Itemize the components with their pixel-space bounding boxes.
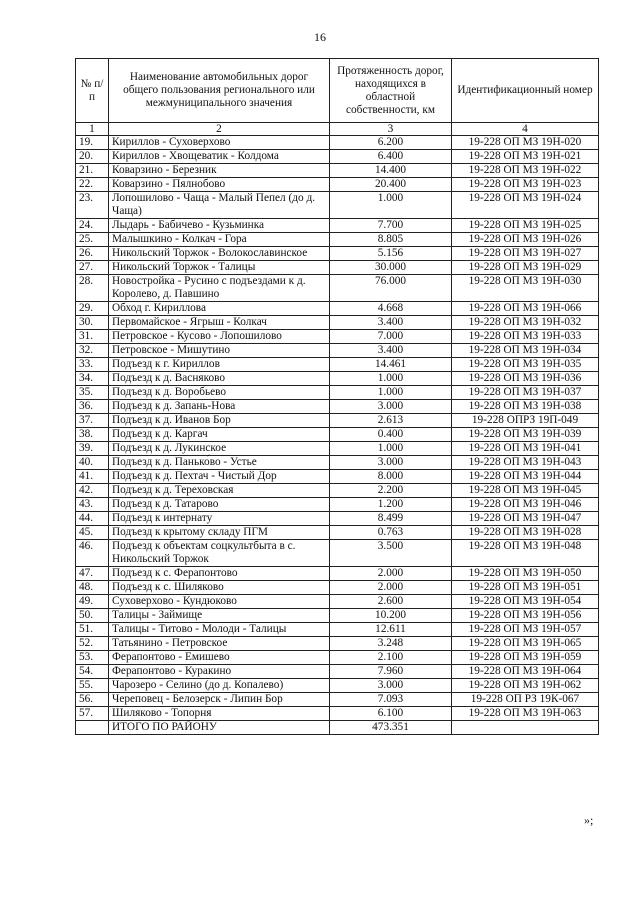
road-id: 19-228 ОП МЗ 19Н-059 [452, 651, 599, 665]
road-id: 19-228 ОП МЗ 19Н-054 [452, 595, 599, 609]
road-name: Подъезд к д. Каргач [109, 428, 330, 442]
row-number: 54. [76, 665, 109, 679]
row-number: 53. [76, 651, 109, 665]
road-name: Подъезд к интернату [109, 512, 330, 526]
table-row [76, 150, 599, 164]
row-number: 25. [76, 233, 109, 247]
road-id: 19-228 ОП МЗ 19Н-051 [452, 581, 599, 595]
total-empty-cell [76, 721, 109, 735]
road-length: 6.400 [330, 150, 452, 164]
row-number: 56. [76, 693, 109, 707]
table-row [76, 400, 599, 414]
table-row [76, 470, 599, 484]
road-id: 19-228 ОП МЗ 19Н-020 [452, 136, 599, 150]
road-length: 3.500 [330, 540, 452, 567]
road-name: Татьянино - Петровское [109, 637, 330, 651]
road-length: 2.200 [330, 484, 452, 498]
road-length: 3.400 [330, 344, 452, 358]
road-length: 1.000 [330, 192, 452, 219]
road-length: 0.763 [330, 526, 452, 540]
road-name: Подъезд к с. Шиляково [109, 581, 330, 595]
road-length: 20.400 [330, 178, 452, 192]
page-number: 16 [314, 30, 326, 44]
road-name: Коварзино - Березник [109, 164, 330, 178]
table-row [76, 567, 599, 581]
row-number: 40. [76, 456, 109, 470]
road-id: 19-228 ОП МЗ 19Н-025 [452, 219, 599, 233]
road-id: 19-228 ОП МЗ 19Н-030 [452, 275, 599, 302]
road-id: 19-228 ОП МЗ 19Н-023 [452, 178, 599, 192]
closing-mark: »; [584, 813, 594, 827]
road-name: Петровское - Мишутино [109, 344, 330, 358]
row-number: 24. [76, 219, 109, 233]
road-id: 19-228 ОП МЗ 19Н-065 [452, 637, 599, 651]
road-name: Подъезд к д. Тереховская [109, 484, 330, 498]
road-id: 19-228 ОП МЗ 19Н-029 [452, 261, 599, 275]
row-number: 46. [76, 540, 109, 567]
road-length: 3.000 [330, 400, 452, 414]
road-name: Талицы - Титово - Молоди - Талицы [109, 623, 330, 637]
row-number: 44. [76, 512, 109, 526]
road-name: Подъезд к г. Кириллов [109, 358, 330, 372]
table-row [76, 707, 599, 721]
row-number: 41. [76, 470, 109, 484]
row-number: 39. [76, 442, 109, 456]
road-name: Подъезд к д. Запань-Нова [109, 400, 330, 414]
header-num: № п/п [76, 59, 109, 123]
road-length: 14.400 [330, 164, 452, 178]
road-name: Череповец - Белозерск - Липин Бор [109, 693, 330, 707]
road-name: Новостройка - Русино с подъездами к д. Королево, д. Павшино [109, 275, 330, 302]
row-number: 31. [76, 330, 109, 344]
table-row [76, 595, 599, 609]
road-length: 8.499 [330, 512, 452, 526]
row-number: 23. [76, 192, 109, 219]
road-length: 2.000 [330, 581, 452, 595]
table-row [76, 526, 599, 540]
table-row [76, 651, 599, 665]
road-id: 19-228 ОП МЗ 19Н-041 [452, 442, 599, 456]
road-length: 2.613 [330, 414, 452, 428]
road-length: 3.248 [330, 637, 452, 651]
road-name: Талицы - Займище [109, 609, 330, 623]
road-name: Подъезд к с. Ферапонтово [109, 567, 330, 581]
table-row [76, 344, 599, 358]
road-length: 1.000 [330, 372, 452, 386]
road-length: 6.100 [330, 707, 452, 721]
road-id: 19-228 ОП МЗ 19Н-033 [452, 330, 599, 344]
row-number: 49. [76, 595, 109, 609]
road-length: 7.000 [330, 330, 452, 344]
row-number: 35. [76, 386, 109, 400]
road-id: 19-228 ОП МЗ 19Н-035 [452, 358, 599, 372]
road-id: 19-228 ОП РЗ 19К-067 [452, 693, 599, 707]
road-length: 30.000 [330, 261, 452, 275]
table-row [76, 178, 599, 192]
row-number: 45. [76, 526, 109, 540]
row-number: 27. [76, 261, 109, 275]
table-row [76, 442, 599, 456]
road-name: Подъезд к д. Панько́во - Устье [109, 456, 330, 470]
road-name: Подъезд к д. Иванов Бор [109, 414, 330, 428]
road-id: 19-228 ОП МЗ 19Н-062 [452, 679, 599, 693]
table-row [76, 136, 599, 150]
road-id: 19-228 ОП МЗ 19Н-037 [452, 386, 599, 400]
road-name: Подъезд к д. Татарово [109, 498, 330, 512]
table-row [76, 247, 599, 261]
road-id: 19-228 ОП МЗ 19Н-050 [452, 567, 599, 581]
road-id: 19-228 ОПРЗ 19П-049 [452, 414, 599, 428]
road-name: Обход г. Кириллова [109, 302, 330, 316]
table-row [76, 302, 599, 316]
road-id: 19-228 ОП МЗ 19Н-056 [452, 609, 599, 623]
table-row [76, 665, 599, 679]
table-row [76, 233, 599, 247]
table-row [76, 637, 599, 651]
road-name: Малышкино - Колкач - Гора [109, 233, 330, 247]
road-id: 19-228 ОП МЗ 19Н-021 [452, 150, 599, 164]
road-id: 19-228 ОП МЗ 19Н-047 [452, 512, 599, 526]
row-number: 26. [76, 247, 109, 261]
table-row [76, 428, 599, 442]
row-number: 42. [76, 484, 109, 498]
row-number: 43. [76, 498, 109, 512]
road-name: Ферапонтово - Куракино [109, 665, 330, 679]
table-row [76, 192, 599, 219]
total-label: ИТОГО ПО РАЙОНУ [109, 721, 330, 735]
road-name: Подъезд к д. Васняково [109, 372, 330, 386]
road-id: 19-228 ОП МЗ 19Н-046 [452, 498, 599, 512]
road-length: 1.000 [330, 386, 452, 400]
road-name: Никольский Торжок - Талицы [109, 261, 330, 275]
column-number: 2 [109, 123, 330, 136]
road-id: 19-228 ОП МЗ 19Н-032 [452, 316, 599, 330]
road-name: Подъезд к д. Пехтач - Чистый Дор [109, 470, 330, 484]
row-number: 19. [76, 136, 109, 150]
row-number: 33. [76, 358, 109, 372]
table-row [76, 456, 599, 470]
total-row [76, 721, 599, 735]
table-row [76, 623, 599, 637]
total-id-empty-cell [452, 721, 599, 735]
row-number: 34. [76, 372, 109, 386]
column-number: 1 [76, 123, 109, 136]
road-id: 19-228 ОП МЗ 19Н-036 [452, 372, 599, 386]
road-name: Подъезд к д. Лукинское [109, 442, 330, 456]
row-number: 57. [76, 707, 109, 721]
road-name: Подъезд к крытому складу ПГМ [109, 526, 330, 540]
road-id: 19-228 ОП МЗ 19Н-063 [452, 707, 599, 721]
row-number: 50. [76, 609, 109, 623]
table-row [76, 540, 599, 567]
road-name: Подъезд к объектам соцкультбыта в с. Никольский Торжок [109, 540, 330, 567]
table-row [76, 261, 599, 275]
header-id: Идентификационный номер [452, 59, 599, 123]
column-number: 4 [452, 123, 599, 136]
row-number: 37. [76, 414, 109, 428]
table-row [76, 316, 599, 330]
road-name: Первомайское - Ягрыш - Колкач [109, 316, 330, 330]
row-number: 21. [76, 164, 109, 178]
row-number: 30. [76, 316, 109, 330]
header-road-name: Наименование автомобильных дорог общего пользования регионального или межмуниципального значения [109, 59, 330, 123]
road-name: Кириллов - Хвощеватик - Колдома [109, 150, 330, 164]
header-length: Протяженность дорог, находящихся в областной собственности, км [330, 59, 452, 123]
road-id: 19-228 ОП МЗ 19Н-027 [452, 247, 599, 261]
row-number: 29. [76, 302, 109, 316]
road-length: 6.200 [330, 136, 452, 150]
road-length: 1.000 [330, 442, 452, 456]
road-length: 8.805 [330, 233, 452, 247]
roads-table [75, 58, 599, 735]
road-length: 7.093 [330, 693, 452, 707]
road-id: 19-228 ОП МЗ 19Н-048 [452, 540, 599, 567]
road-id: 19-228 ОП МЗ 19Н-026 [452, 233, 599, 247]
road-length: 7.960 [330, 665, 452, 679]
road-name: Никольский Торжок - Волокославинское [109, 247, 330, 261]
road-length: 3.000 [330, 679, 452, 693]
road-name: Подъезд к д. Воробьево [109, 386, 330, 400]
road-id: 19-228 ОП МЗ 19Н-022 [452, 164, 599, 178]
road-length: 2.000 [330, 567, 452, 581]
road-length: 76.000 [330, 275, 452, 302]
road-id: 19-228 ОП МЗ 19Н-045 [452, 484, 599, 498]
road-id: 19-228 ОП МЗ 19Н-057 [452, 623, 599, 637]
table-row [76, 219, 599, 233]
header-row [76, 59, 599, 123]
road-id: 19-228 ОП МЗ 19Н-043 [452, 456, 599, 470]
road-id: 19-228 ОП МЗ 19Н-034 [452, 344, 599, 358]
table-row [76, 275, 599, 302]
row-number: 48. [76, 581, 109, 595]
road-name: Ферапонтово - Емишево [109, 651, 330, 665]
road-id: 19-228 ОП МЗ 19Н-064 [452, 665, 599, 679]
column-number: 3 [330, 123, 452, 136]
road-length: 2.100 [330, 651, 452, 665]
table-row [76, 484, 599, 498]
row-number: 32. [76, 344, 109, 358]
road-id: 19-228 ОП МЗ 19Н-024 [452, 192, 599, 219]
row-number: 38. [76, 428, 109, 442]
road-length: 5.156 [330, 247, 452, 261]
table-row [76, 164, 599, 178]
road-length: 3.400 [330, 316, 452, 330]
road-id: 19-228 ОП МЗ 19Н-039 [452, 428, 599, 442]
table-row [76, 609, 599, 623]
road-length: 2.600 [330, 595, 452, 609]
road-length: 4.668 [330, 302, 452, 316]
road-length: 0.400 [330, 428, 452, 442]
road-id: 19-228 ОП МЗ 19Н-038 [452, 400, 599, 414]
table-row [76, 414, 599, 428]
road-length: 7.700 [330, 219, 452, 233]
road-name: Петровское - Кусово - Лопошилово [109, 330, 330, 344]
road-name: Шиляково - Топорня [109, 707, 330, 721]
table-row [76, 679, 599, 693]
road-id: 19-228 ОП МЗ 19Н-066 [452, 302, 599, 316]
column-numbers-row [76, 123, 599, 136]
table-row [76, 512, 599, 526]
table-row [76, 358, 599, 372]
road-name: Коварзино - Пялнобово [109, 178, 330, 192]
row-number: 55. [76, 679, 109, 693]
road-id: 19-228 ОП МЗ 19Н-028 [452, 526, 599, 540]
road-length: 14.461 [330, 358, 452, 372]
road-name: Кириллов - Суховерхово [109, 136, 330, 150]
road-name: Лыдарь - Бабичево - Кузьминка [109, 219, 330, 233]
road-name: Чарозеро - Селино (до д. Копалево) [109, 679, 330, 693]
road-id: 19-228 ОП МЗ 19Н-044 [452, 470, 599, 484]
row-number: 28. [76, 275, 109, 302]
road-length: 12.611 [330, 623, 452, 637]
road-name: Лопошилово - Чаща - Малый Пепел (до д. Чаща) [109, 192, 330, 219]
row-number: 52. [76, 637, 109, 651]
table-row [76, 386, 599, 400]
table-row [76, 498, 599, 512]
table-row [76, 693, 599, 707]
row-number: 20. [76, 150, 109, 164]
row-number: 36. [76, 400, 109, 414]
road-name: Суховерхово - Кундюково [109, 595, 330, 609]
row-number: 51. [76, 623, 109, 637]
road-length: 8.000 [330, 470, 452, 484]
table-row [76, 372, 599, 386]
road-length: 1.200 [330, 498, 452, 512]
table-row [76, 581, 599, 595]
table-row [76, 330, 599, 344]
road-length: 10.200 [330, 609, 452, 623]
table-body [76, 123, 599, 735]
row-number: 47. [76, 567, 109, 581]
row-number: 22. [76, 178, 109, 192]
road-length: 3.000 [330, 456, 452, 470]
total-length: 473.351 [330, 721, 452, 735]
